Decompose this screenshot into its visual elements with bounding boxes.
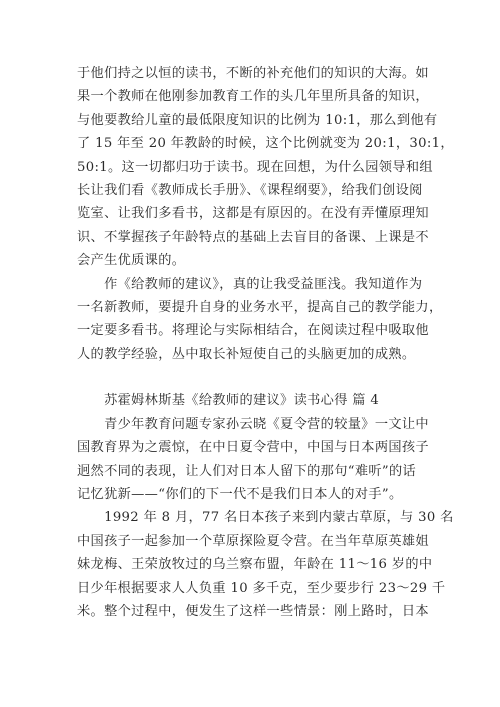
text-line: 人的教学经验，丛中取长补短使自己的头脑更加的成熟。 [77, 346, 416, 362]
text-line: 妹龙梅、王荣放牧过的乌兰察布盟，年龄在 11～16 岁的中 [77, 557, 433, 573]
text-line: 览室、让我们多看书，这都是有原因的。在没有弄懂原理知 [77, 206, 429, 222]
text-line: 青少年教育问题专家孙云晓《夏令营的较量》一文让中 [77, 416, 429, 432]
paragraph-4 [77, 506, 454, 623]
paragraph-spacer [77, 366, 429, 389]
text-line: 中国孩子一起参加一个草原探险夏令营。在当年草原英雄姐 [77, 533, 429, 549]
text-line: 日少年根据要求人人负重 10 多千克，至少要步行 23～29 千 [77, 580, 446, 596]
text-line: 一名新教师，要提升自身的业务水平，提高自己的教学能力， [77, 299, 443, 315]
text-line: 于他们持之以恒的读书，不断的补充他们的知识的大海。如 [77, 66, 429, 81]
text-line: 1992 年 8 月，77 名日本孩子来到内蒙古草原，与 30 名 [77, 510, 454, 526]
document-body [77, 62, 454, 623]
text-line: 作《给教师的建议》，真的让我受益匪浅。我知道作为 [77, 276, 423, 292]
text-line: 与他要教给儿童的最低限度知识的比例为 10:1，那么到他有 [77, 112, 438, 128]
text-line: 迥然不同的表现，让人们对日本人留下的那句“难听”的话 [77, 463, 417, 479]
section-heading: 苏霍姆林斯基《给教师的建议》读书心得 篇 4 [77, 393, 380, 409]
text-line: 会产生优质课的。 [77, 253, 186, 269]
paragraph-2 [77, 273, 443, 367]
text-line: 50:1。这一切都归功于读书。现在回想，为什么园领导和组 [77, 159, 433, 175]
text-line: 米。整个过程中，便发生了这样一些情景：刚上路时，日本 [77, 603, 429, 619]
text-line: 了 15 年至 20 年教龄的时候，这个比例就变为 20:1，30:1， [77, 136, 454, 152]
paragraph-3 [77, 413, 429, 507]
text-line: 长让我们看《教师成长手册》、《课程纲要》，给我们创设阅 [77, 182, 423, 198]
text-line: 识、不掌握孩子年龄特点的基础上去盲目的备课、上课是不 [77, 229, 429, 245]
text-line: 一定要多看书。将理论与实际相结合，在阅读过程中吸取他 [77, 323, 429, 339]
paragraph-1 [77, 62, 454, 273]
text-line: 果一个教师在他刚参加教育工作的头几年里所具备的知识， [77, 89, 429, 105]
text-line: 国教育界为之震惊，在中日夏令营中，中国与日本两国孩子 [77, 440, 429, 456]
text-line: 记忆犹新——“你们的下一代不是我们日本人的对手”。 [77, 487, 403, 503]
